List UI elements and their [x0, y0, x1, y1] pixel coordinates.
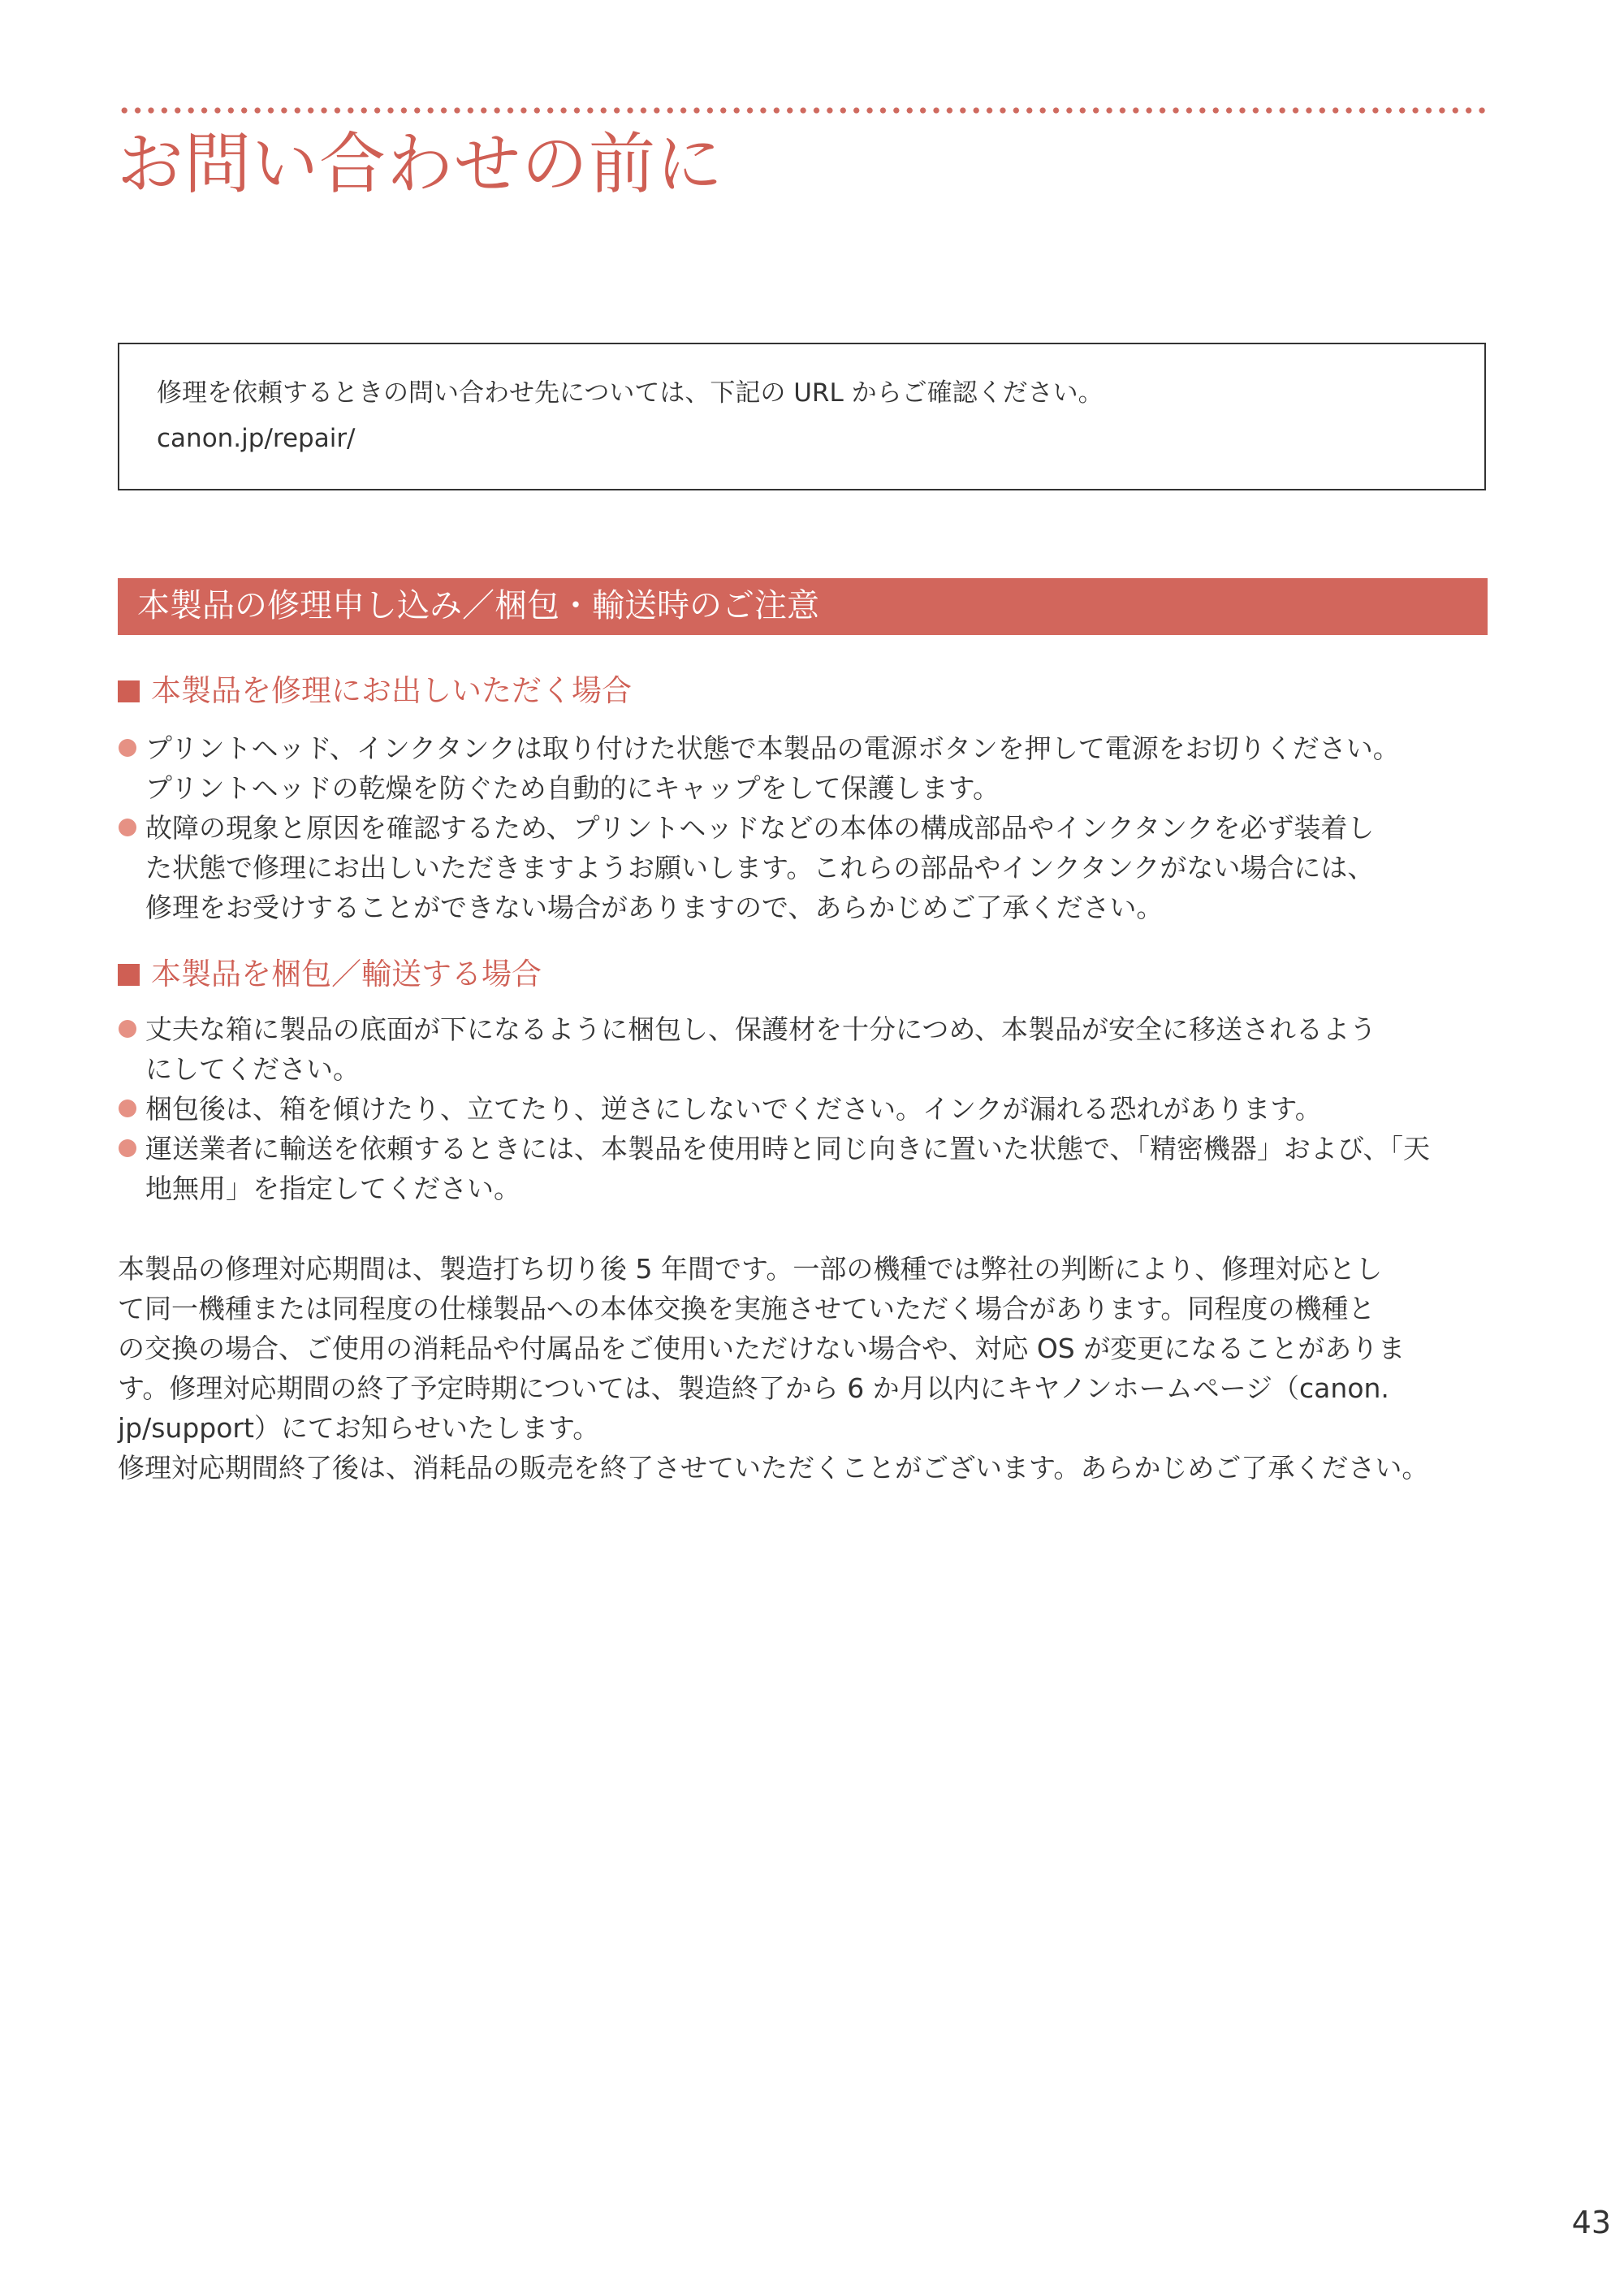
paragraph-line: 修理対応期間終了後は、消耗品の販売を終了させていただくことがございます。あらかじめご了承ください。 [118, 1452, 1429, 1484]
list-item [118, 1009, 1498, 1089]
repair-bullet-list [118, 728, 1498, 927]
support-period-paragraph [118, 1249, 1498, 1488]
title-dotted-rule [118, 107, 1488, 114]
paragraph-line: す。修理対応期間の終了予定時期については、製造終了から 6 か月以内にキヤノンホームページ（canon. [118, 1372, 1389, 1404]
shipping-bullet-list [118, 1009, 1498, 1208]
shipping-subheading [118, 959, 542, 989]
list-item-line: 丈夫な箱に製品の底面が下になるように梱包し、保護材を十分につめ、本製品が安全に移送されるよう [145, 1013, 1377, 1045]
list-item-line: プリントヘッドの乾燥を防ぐため自動的にキャップをして保護します。 [145, 772, 1000, 804]
bullet-dot-icon [119, 819, 136, 836]
square-bullet-icon [118, 680, 140, 702]
square-bullet-icon [118, 964, 140, 986]
page-title: お問い合わせの前に [117, 126, 724, 203]
list-item-line: 梱包後は、箱を傾けたり、立てたり、逆さにしないでください。インクが漏れる恐れがあります。 [145, 1093, 1322, 1125]
list-item-line: プリントヘッド、インクタンクは取り付けた状態で本製品の電源ボタンを押して電源をお切りください。 [145, 732, 1400, 764]
list-item-line: 修理をお受けすることができない場合がありますので、あらかじめご了承ください。 [145, 892, 1164, 923]
repair-subheading-text: 本製品を修理にお出しいただく場合 [151, 673, 632, 708]
list-item-line: 運送業者に輸送を依頼するときには、本製品を使用時と同じ向きに置いた状態で、「精密機器」および、「天 [145, 1133, 1431, 1164]
bullet-dot-icon [119, 1099, 136, 1117]
paragraph-line: て同一機種または同程度の仕様製品への本体交換を実施させていただく場合があります。同程度の機種と [118, 1293, 1376, 1324]
repair-url: canon.jp/repair/ [157, 424, 356, 453]
repair-contact-notice-box [118, 343, 1486, 490]
paragraph-line: 本製品の修理対応期間は、製造打ち切り後 5 年間です。一部の機種では弊社の判断により、修理対応とし [118, 1253, 1383, 1285]
list-item-line: 地無用」を指定してください。 [145, 1173, 520, 1204]
list-item-line: にしてください。 [145, 1053, 360, 1085]
bullet-dot-icon [119, 739, 136, 757]
notice-text: 修理を依頼するときの問い合わせ先については、下記の URL からご確認ください。 [157, 378, 1104, 408]
section-banner [118, 578, 1488, 635]
list-item [118, 1089, 1498, 1129]
paragraph-line: の交換の場合、ご使用の消耗品や付属品をご使用いただけない場合や、対応 OS が変更になることがありま [118, 1333, 1406, 1364]
bullet-dot-icon [119, 1139, 136, 1157]
paragraph-line: jp/support）にてお知らせいたします。 [118, 1412, 600, 1444]
bullet-dot-icon [119, 1020, 136, 1038]
list-item-line: 故障の現象と原因を確認するため、プリントヘッドなどの本体の構成部品やインクタンクを必ず装着し [145, 812, 1375, 844]
list-item-line: た状態で修理にお出しいただきますようお願いします。これらの部品やインクタンクがない場合には、 [145, 852, 1375, 883]
section-title: 本製品の修理申し込み／梱包・輸送時のご注意 [137, 587, 819, 624]
list-item [118, 728, 1498, 808]
list-item [118, 808, 1498, 927]
page-number: 43 [1571, 2205, 1611, 2240]
shipping-subheading-text: 本製品を梱包／輸送する場合 [151, 957, 542, 991]
list-item [118, 1129, 1498, 1208]
repair-subheading [118, 673, 632, 708]
